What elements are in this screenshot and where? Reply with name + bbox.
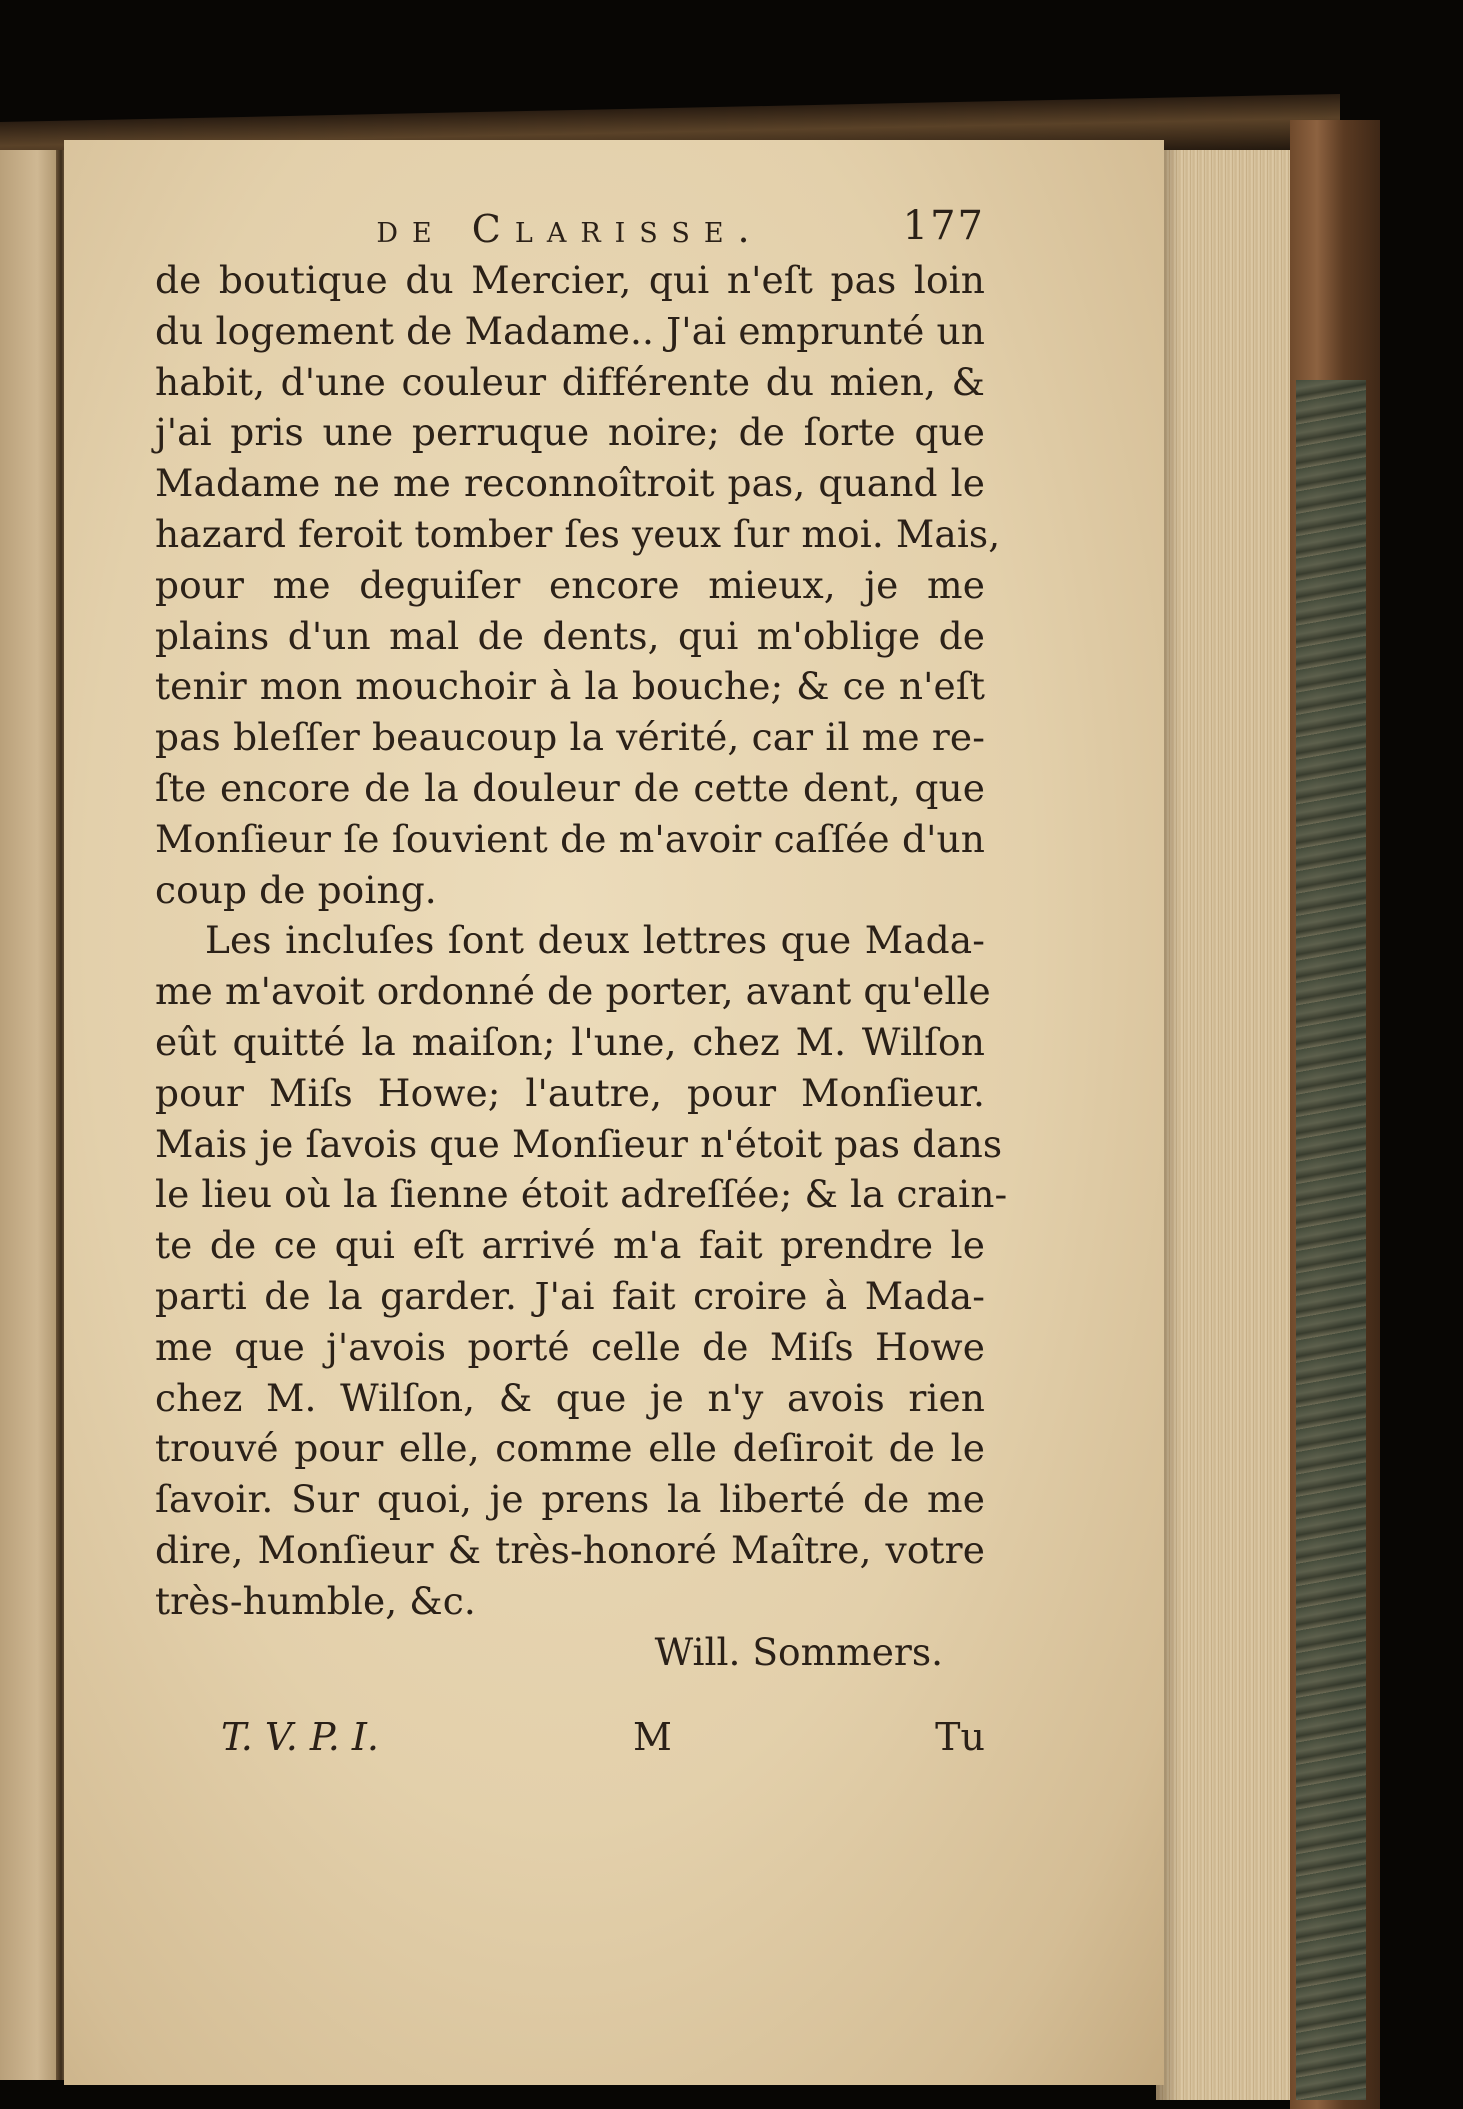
letter-signature: Will. Sommers. [654, 1629, 943, 1674]
running-title: de Clarisse. [376, 207, 764, 251]
text-line: hazard feroit tomber ſes yeux ſur moi. Mais, [155, 511, 1001, 556]
text-line: trouvé pour elle, comme elle deſiroit de le [155, 1426, 985, 1471]
text-line: Les incluſes ſont deux lettres que Mada- [205, 918, 985, 963]
text-line: très-humble, &c. [155, 1578, 476, 1623]
page-text [155, 195, 1008, 1775]
text-line: tenir mon mouchoir à la bouche; & ce n'eſt [155, 664, 985, 709]
text-line: pour Miſs Howe; l'autre, pour Monſieur. [155, 1070, 985, 1115]
signature-mark: T. V. P. I. [221, 1714, 379, 1759]
text-line: eût quitté la maiſon; l'une, chez M. Wilſon [155, 1019, 985, 1064]
text-line: j'ai pris une perruque noire; de ſorte que [155, 410, 985, 455]
text-line: pas bleſſer beaucoup la vérité, car il me re- [155, 715, 985, 760]
text-line: Mais je ſavois que Monſieur n'étoit pas dans [155, 1121, 1003, 1166]
text-line: me que j'avois porté celle de Miſs Howe [155, 1324, 985, 1369]
text-line: plains d'un mal de dents, qui m'oblige de [155, 613, 985, 658]
page-number: 177 [902, 203, 985, 249]
text-line: me m'avoit ordonné de porter, avant qu'elle [155, 969, 991, 1014]
text-line: ſavoir. Sur quoi, je prens la liberté de me [155, 1477, 985, 1522]
text-line: du logement de Madame.. J'ai emprunté un [155, 308, 985, 353]
text-line: le lieu où la ſienne étoit adreſſée; & la crain- [155, 1172, 1008, 1217]
text-line: Monſieur ſe ſouvient de m'avoir caſſée d'un [155, 816, 985, 861]
text-line: parti de la garder. J'ai fait croire à Mada- [155, 1273, 985, 1318]
paragraph-2 [155, 915, 1008, 1626]
text-line: de boutique du Mercier, qui n'eſt pas loin [155, 258, 985, 302]
gathering-mark: M [633, 1714, 672, 1759]
text-line: chez M. Wilſon, & que je n'y avois rien [155, 1375, 985, 1420]
text-line: te de ce qui eſt arrivé m'a fait prendre le [155, 1223, 985, 1268]
text-line: ſte encore de la douleur de cette dent, que [155, 765, 985, 810]
text-line: habit, d'une couleur différente du mien, & [155, 359, 985, 404]
text-line: Madame ne me reconnoîtroit pas, quand le [155, 461, 985, 506]
page-footer [155, 1715, 985, 1775]
text-line: pour me deguiſer encore mieux, je me [155, 562, 985, 607]
facing-page-edge [0, 150, 62, 2080]
marbled-cover [1296, 380, 1366, 2100]
text-line: coup de poing. [155, 867, 437, 912]
paragraph-1 [155, 255, 1001, 915]
running-header [155, 195, 985, 255]
catchword: Tu [935, 1714, 985, 1759]
text-line: dire, Monſieur & très-honoré Maître, votre [155, 1527, 985, 1572]
